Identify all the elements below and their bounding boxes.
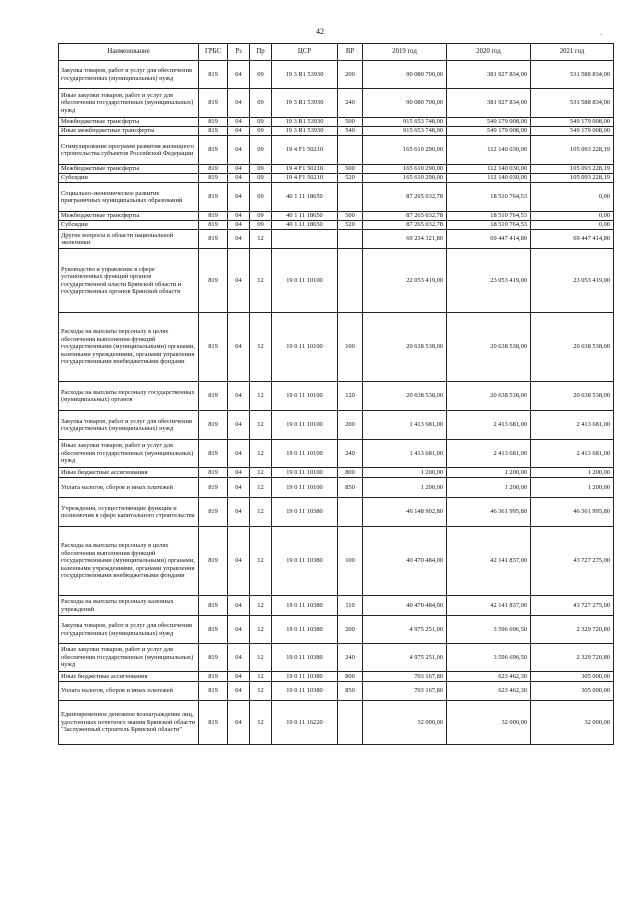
cell-2021: 0,00 [531, 221, 614, 230]
cell-grbs: 819 [199, 313, 228, 382]
cell-name: Уплата налогов, сборов и иных платежей [59, 682, 199, 701]
cell-2021: 549 179 008,00 [531, 127, 614, 136]
cell-grbs: 819 [199, 118, 228, 127]
cell-2020: 1 200,00 [447, 478, 531, 498]
cell-pr: 12 [250, 498, 272, 527]
cell-pr: 12 [250, 527, 272, 596]
cell-name: Межбюджетные трансферты [59, 165, 199, 174]
table-row [59, 596, 614, 616]
cell-2020: 20 638 538,00 [447, 382, 531, 411]
table-row [59, 313, 614, 382]
cell-vr: 200 [338, 411, 363, 440]
cell-2021: 1 200,00 [531, 478, 614, 498]
cell-name: Уплата налогов, сборов и иных платежей [59, 478, 199, 498]
budget-table [58, 43, 614, 745]
cell-2021: 531 588 834,00 [531, 89, 614, 118]
cell-2021: 2 413 681,00 [531, 411, 614, 440]
cell-rz: 04 [228, 136, 250, 165]
cell-vr: 100 [338, 313, 363, 382]
header-name: Наименование [59, 44, 199, 61]
cell-2021: 549 179 008,00 [531, 118, 614, 127]
cell-grbs: 819 [199, 165, 228, 174]
cell-vr: 110 [338, 596, 363, 616]
cell-rz: 04 [228, 682, 250, 701]
cell-csr: 19 4 F1 50210 [272, 174, 338, 183]
cell-name: Социально-экономическое развитие приграничных муниципальных образований [59, 183, 199, 212]
cell-vr: 500 [338, 118, 363, 127]
budget-table-container [58, 43, 614, 745]
table-row [59, 221, 614, 230]
cell-2020: 20 638 538,00 [447, 313, 531, 382]
cell-name: Учреждения, осуществляющие функции и полномочия в сфере капитального строительства [59, 498, 199, 527]
cell-pr: 09 [250, 174, 272, 183]
cell-csr: 40 1 11 18650 [272, 221, 338, 230]
cell-2021: 0,00 [531, 183, 614, 212]
table-row [59, 440, 614, 468]
cell-2019: 1 200,00 [363, 468, 447, 478]
cell-2021: 69 447 414,80 [531, 230, 614, 249]
cell-grbs: 819 [199, 127, 228, 136]
cell-csr: 19 0 11 10380 [272, 672, 338, 682]
cell-csr [272, 230, 338, 249]
cell-2019: 165 610 290,00 [363, 136, 447, 165]
cell-2020: 381 927 834,00 [447, 61, 531, 89]
cell-vr [338, 230, 363, 249]
cell-grbs: 819 [199, 498, 228, 527]
cell-name: Иные межбюджетные трансферты [59, 127, 199, 136]
cell-grbs: 819 [199, 672, 228, 682]
cell-2020: 112 140 030,00 [447, 165, 531, 174]
cell-2019: 32 000,00 [363, 701, 447, 745]
cell-2019: 22 053 419,00 [363, 249, 447, 313]
cell-name: Межбюджетные трансферты [59, 118, 199, 127]
cell-name: Расходы на выплаты персоналу государственных (муниципальных) органов [59, 382, 199, 411]
cell-2019: 703 167,80 [363, 682, 447, 701]
cell-csr: 19 4 F1 50210 [272, 136, 338, 165]
cell-rz: 04 [228, 382, 250, 411]
cell-rz: 04 [228, 616, 250, 644]
cell-2020: 112 140 030,00 [447, 136, 531, 165]
cell-vr: 240 [338, 89, 363, 118]
cell-name: Иные бюджетные ассигнования [59, 672, 199, 682]
cell-vr: 120 [338, 382, 363, 411]
cell-rz: 04 [228, 127, 250, 136]
cell-2020: 623 462,30 [447, 672, 531, 682]
cell-rz: 04 [228, 165, 250, 174]
cell-name: Закупка товаров, работ и услуг для обеспечения государственных (муниципальных) нужд [59, 616, 199, 644]
cell-csr: 19 0 11 10380 [272, 682, 338, 701]
cell-grbs: 819 [199, 478, 228, 498]
cell-name: Иные закупки товаров, работ и услуг для обеспечения государственных (муниципальных) нужд [59, 644, 199, 672]
cell-grbs: 819 [199, 212, 228, 221]
cell-grbs: 819 [199, 230, 228, 249]
cell-grbs: 819 [199, 682, 228, 701]
cell-2020: 23 053 419,00 [447, 249, 531, 313]
cell-rz: 04 [228, 89, 250, 118]
cell-2020: 42 141 837,00 [447, 527, 531, 596]
cell-2019: 87 265 032,78 [363, 212, 447, 221]
cell-2020: 381 927 834,00 [447, 89, 531, 118]
cell-name: Расходы на выплаты персоналу в целях обеспечения выполнения функций государственными (муниципальными) органами, казенными учреждениями, органами управления государственными внебюджетными фондами [59, 313, 199, 382]
cell-pr: 12 [250, 230, 272, 249]
cell-2021: 2 329 720,80 [531, 616, 614, 644]
cell-2021: 20 638 538,00 [531, 382, 614, 411]
table-row [59, 411, 614, 440]
cell-csr: 19 4 F1 50210 [272, 165, 338, 174]
cell-2020: 42 141 837,00 [447, 596, 531, 616]
header-grbs: ГРБС [199, 44, 228, 61]
cell-grbs: 819 [199, 440, 228, 468]
cell-grbs: 819 [199, 174, 228, 183]
table-row [59, 498, 614, 527]
cell-grbs: 819 [199, 382, 228, 411]
cell-2020: 2 413 681,00 [447, 411, 531, 440]
cell-name: Закупка товаров, работ и услуг для обеспечения государственных (муниципальных) нужд [59, 61, 199, 89]
cell-rz: 04 [228, 596, 250, 616]
cell-pr: 09 [250, 127, 272, 136]
cell-rz: 04 [228, 701, 250, 745]
cell-grbs: 819 [199, 411, 228, 440]
cell-rz: 04 [228, 672, 250, 682]
cell-name: Руководство и управление в сфере установленных функций органов государственной власти Брянской области и государственных органов Брянской области [59, 249, 199, 313]
page-number: 42 [316, 27, 324, 36]
cell-name: Расходы на выплаты персоналу в целях обеспечения выполнения функций государственными (муниципальными) органами, казенными учреждениями, органами управления государственными внебюджетными фондами [59, 527, 199, 596]
cell-2019: 40 470 484,00 [363, 527, 447, 596]
cell-name: Иные закупки товаров, работ и услуг для обеспечения государственных (муниципальных) нужд [59, 440, 199, 468]
cell-pr: 12 [250, 313, 272, 382]
cell-vr [338, 183, 363, 212]
cell-name: Расходы на выплаты персоналу казенных учреждений [59, 596, 199, 616]
cell-rz: 04 [228, 527, 250, 596]
cell-vr: 100 [338, 527, 363, 596]
cell-pr: 09 [250, 212, 272, 221]
cell-grbs: 819 [199, 701, 228, 745]
cell-grbs: 819 [199, 468, 228, 478]
cell-2020: 112 140 030,00 [447, 174, 531, 183]
table-row [59, 701, 614, 745]
table-row [59, 183, 614, 212]
cell-grbs: 819 [199, 249, 228, 313]
cell-2019: 4 975 251,00 [363, 616, 447, 644]
cell-rz: 04 [228, 183, 250, 212]
cell-vr: 200 [338, 61, 363, 89]
cell-2019: 46 148 902,80 [363, 498, 447, 527]
table-row [59, 174, 614, 183]
cell-2019: 915 653 748,00 [363, 127, 447, 136]
cell-2021: 43 727 275,00 [531, 527, 614, 596]
cell-2020: 3 596 696,50 [447, 644, 531, 672]
cell-rz: 04 [228, 221, 250, 230]
cell-grbs: 819 [199, 136, 228, 165]
cell-2020: 2 413 681,00 [447, 440, 531, 468]
cell-2021: 305 000,00 [531, 682, 614, 701]
cell-2021: 105 093 228,19 [531, 136, 614, 165]
cell-csr: 19 3 R1 53930 [272, 127, 338, 136]
cell-grbs: 819 [199, 61, 228, 89]
cell-2020: 32 000,00 [447, 701, 531, 745]
cell-pr: 12 [250, 468, 272, 478]
cell-2020: 1 200,00 [447, 468, 531, 478]
header-pr: Пр [250, 44, 272, 61]
cell-name: Иные бюджетные ассигнования [59, 468, 199, 478]
cell-2019: 1 413 681,00 [363, 411, 447, 440]
cell-csr: 19 0 11 10100 [272, 411, 338, 440]
cell-pr: 12 [250, 644, 272, 672]
cell-2019: 69 234 321,80 [363, 230, 447, 249]
cell-rz: 04 [228, 478, 250, 498]
cell-2021: 305 000,00 [531, 672, 614, 682]
header-rz: Рз [228, 44, 250, 61]
cell-pr: 09 [250, 136, 272, 165]
cell-pr: 12 [250, 411, 272, 440]
table-row [59, 136, 614, 165]
cell-pr: 12 [250, 478, 272, 498]
cell-rz: 04 [228, 313, 250, 382]
cell-2019: 165 610 290,00 [363, 174, 447, 183]
cell-vr: 520 [338, 221, 363, 230]
cell-pr: 09 [250, 183, 272, 212]
cell-vr [338, 136, 363, 165]
cell-rz: 04 [228, 212, 250, 221]
cell-vr [338, 249, 363, 313]
table-row [59, 478, 614, 498]
cell-rz: 04 [228, 230, 250, 249]
cell-csr: 19 0 11 10100 [272, 249, 338, 313]
cell-csr: 40 1 11 18650 [272, 212, 338, 221]
cell-2021: 105 093 228,19 [531, 165, 614, 174]
cell-vr: 800 [338, 672, 363, 682]
cell-rz: 04 [228, 249, 250, 313]
cell-grbs: 819 [199, 644, 228, 672]
cell-name: Субсидии [59, 174, 199, 183]
cell-csr: 19 0 11 10380 [272, 644, 338, 672]
cell-name: Субсидии [59, 221, 199, 230]
cell-pr: 09 [250, 118, 272, 127]
cell-vr: 200 [338, 616, 363, 644]
cell-csr: 19 0 11 10100 [272, 440, 338, 468]
table-row [59, 527, 614, 596]
table-row [59, 682, 614, 701]
cell-name: Закупка товаров, работ и услуг для обеспечения государственных (муниципальных) нужд [59, 411, 199, 440]
cell-grbs: 819 [199, 221, 228, 230]
cell-vr: 240 [338, 644, 363, 672]
cell-grbs: 819 [199, 616, 228, 644]
cell-name: Стимулирование программ развития жилищного строительства субъектов Российской Федерации [59, 136, 199, 165]
cell-2020: 69 447 414,80 [447, 230, 531, 249]
cell-csr: 19 0 11 10380 [272, 527, 338, 596]
cell-2020: 18 510 764,53 [447, 183, 531, 212]
cell-pr: 09 [250, 89, 272, 118]
cell-csr: 19 3 R1 53930 [272, 89, 338, 118]
table-row [59, 644, 614, 672]
cell-2019: 40 470 484,00 [363, 596, 447, 616]
cell-2019: 165 610 290,00 [363, 165, 447, 174]
header-2021: 2021 год [531, 44, 614, 61]
cell-vr: 500 [338, 212, 363, 221]
cell-2019: 90 080 700,00 [363, 61, 447, 89]
cell-2020: 18 510 764,53 [447, 212, 531, 221]
cell-rz: 04 [228, 174, 250, 183]
cell-pr: 12 [250, 382, 272, 411]
header-2020: 2020 год [447, 44, 531, 61]
cell-rz: 04 [228, 411, 250, 440]
cell-2019: 1 200,00 [363, 478, 447, 498]
cell-vr: 850 [338, 682, 363, 701]
cell-pr: 12 [250, 672, 272, 682]
cell-vr [338, 498, 363, 527]
cell-pr: 09 [250, 61, 272, 89]
cell-grbs: 819 [199, 89, 228, 118]
table-row [59, 165, 614, 174]
cell-2020: 18 510 764,53 [447, 221, 531, 230]
cell-2021: 20 638 538,00 [531, 313, 614, 382]
cell-2021: 43 727 275,00 [531, 596, 614, 616]
cell-csr: 19 0 11 10100 [272, 478, 338, 498]
cell-pr: 12 [250, 616, 272, 644]
cell-2020: 623 462,30 [447, 682, 531, 701]
cell-pr: 12 [250, 682, 272, 701]
cell-2019: 20 638 538,00 [363, 382, 447, 411]
cell-csr: 40 1 11 18650 [272, 183, 338, 212]
cell-name: Иные закупки товаров, работ и услуг для обеспечения государственных (муниципальных) нужд [59, 89, 199, 118]
cell-2021: 105 093 228,19 [531, 174, 614, 183]
cell-pr: 09 [250, 221, 272, 230]
table-row [59, 118, 614, 127]
cell-name: Единовременное денежное вознаграждение лиц, удостоенных почетного звания Брянской области "Заслуженный строитель Брянской области" [59, 701, 199, 745]
cell-grbs: 819 [199, 527, 228, 596]
table-row [59, 61, 614, 89]
cell-2019: 90 080 700,00 [363, 89, 447, 118]
table-row [59, 89, 614, 118]
cell-rz: 04 [228, 440, 250, 468]
table-row [59, 672, 614, 682]
cell-vr: 800 [338, 468, 363, 478]
cell-2021: 46 361 995,80 [531, 498, 614, 527]
cell-2021: 1 200,00 [531, 468, 614, 478]
cell-grbs: 819 [199, 183, 228, 212]
cell-name: Межбюджетные трансферты [59, 212, 199, 221]
cell-2021: 2 413 681,00 [531, 440, 614, 468]
cell-2021: 531 588 834,00 [531, 61, 614, 89]
cell-csr: 19 0 11 10100 [272, 382, 338, 411]
table-row [59, 230, 614, 249]
cell-vr: 850 [338, 478, 363, 498]
cell-csr: 19 0 11 10100 [272, 468, 338, 478]
cell-2019: 87 265 032,78 [363, 221, 447, 230]
cell-2019: 1 413 681,00 [363, 440, 447, 468]
cell-2019: 915 653 748,00 [363, 118, 447, 127]
cell-2020: 3 596 696,50 [447, 616, 531, 644]
cell-2020: 46 361 995,80 [447, 498, 531, 527]
cell-pr: 12 [250, 249, 272, 313]
header-vr: ВР [338, 44, 363, 61]
cell-2019: 4 975 251,00 [363, 644, 447, 672]
cell-rz: 04 [228, 498, 250, 527]
cell-csr: 19 0 11 10380 [272, 498, 338, 527]
table-row [59, 212, 614, 221]
cell-vr [338, 701, 363, 745]
cell-vr: 240 [338, 440, 363, 468]
cell-2021: 0,00 [531, 212, 614, 221]
cell-name: Другие вопросы в области национальной экономики [59, 230, 199, 249]
cell-2021: 32 000,00 [531, 701, 614, 745]
cell-pr: 09 [250, 165, 272, 174]
header-csr: ЦСР [272, 44, 338, 61]
table-body [59, 61, 614, 745]
cell-2021: 23 053 419,00 [531, 249, 614, 313]
cell-vr: 520 [338, 174, 363, 183]
cell-vr: 540 [338, 127, 363, 136]
header-2019: 2019 год [363, 44, 447, 61]
table-header-row [59, 44, 614, 61]
corner-mark: - [600, 30, 603, 38]
cell-2019: 87 265 032,78 [363, 183, 447, 212]
cell-rz: 04 [228, 118, 250, 127]
cell-2019: 20 638 538,00 [363, 313, 447, 382]
cell-2020: 549 179 008,00 [447, 127, 531, 136]
cell-vr: 500 [338, 165, 363, 174]
cell-csr: 19 3 R1 53930 [272, 61, 338, 89]
cell-rz: 04 [228, 468, 250, 478]
cell-grbs: 819 [199, 596, 228, 616]
table-row [59, 468, 614, 478]
cell-2021: 2 329 720,80 [531, 644, 614, 672]
table-row [59, 249, 614, 313]
cell-csr: 19 0 11 10380 [272, 616, 338, 644]
cell-rz: 04 [228, 644, 250, 672]
cell-csr: 19 0 11 16220 [272, 701, 338, 745]
table-row [59, 382, 614, 411]
cell-pr: 12 [250, 440, 272, 468]
cell-csr: 19 3 R1 53930 [272, 118, 338, 127]
cell-pr: 12 [250, 596, 272, 616]
cell-2020: 549 179 008,00 [447, 118, 531, 127]
table-row [59, 127, 614, 136]
table-row [59, 616, 614, 644]
cell-csr: 19 0 11 10380 [272, 596, 338, 616]
cell-2019: 703 167,80 [363, 672, 447, 682]
cell-csr: 19 0 11 10100 [272, 313, 338, 382]
cell-pr: 12 [250, 701, 272, 745]
cell-rz: 04 [228, 61, 250, 89]
